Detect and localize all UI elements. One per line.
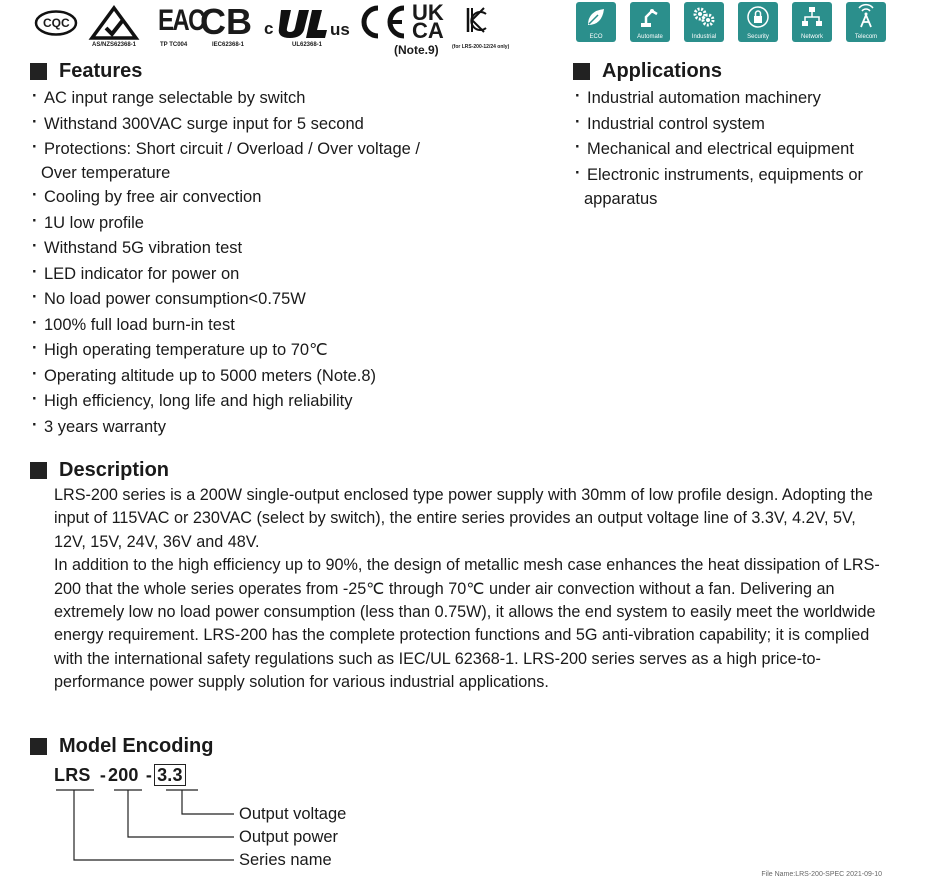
description-paragraph-1: LRS-200 series is a 200W single-output enclosed type power supply with 30mm of low profile design. Adopting the input of 115VAC or 230VAC (select by switch), the entire series provides an output voltage line of 3.3V, 4.2V, 5V, 12V, 15V, 24V, 36V and 48V. (54, 486, 873, 551)
model-power-code: 200 (108, 765, 139, 785)
description-paragraph-2: In addition to the high efficiency up to 90%, the design of metallic mesh case enhances the heat dissipation of LRS-200 that the whole series operates from -25℃ through 70℃ under air convection without a fan. Delivering an extremely low no load power consumption (less than 0.75W), it allows the end system to easily meet the worldwide energy requirement. LRS-200 has the complete protection functions and 5G anti-vibration capability; it is complied with the international safety regulations such as IEC/UL 62368-1. LRS-200 series serves as a high price-to-performance power supply solution for various industrial applications. (54, 556, 880, 692)
feature-item: · 100% full load burn-in test (30, 313, 420, 339)
feature-item: · AC input range selectable by switch (30, 86, 420, 112)
kc-note: (for LRS-200-12/24 only) (452, 44, 510, 50)
features-list (30, 86, 420, 440)
eac-label: TP TC004 (160, 42, 188, 48)
cb-text: CB (200, 1, 252, 42)
industrial-label: Industrial (691, 34, 717, 40)
feature-item: · Operating altitude up to 5000 meters (Note.8) (30, 364, 420, 390)
model-dash: - (99, 765, 107, 785)
network-label: Network (800, 34, 823, 40)
ce-mark (354, 4, 410, 45)
telecom-app-icon (846, 2, 886, 42)
feature-item: · High operating temperature up to 70℃ (30, 338, 420, 364)
features-heading (30, 60, 142, 83)
model-encoding-heading (30, 735, 213, 758)
heading-square-icon (30, 462, 47, 479)
ccc-text: CQC (43, 16, 70, 30)
ce-logo-icon (354, 4, 410, 40)
feature-item (30, 137, 420, 185)
model-dash: - (145, 765, 153, 785)
leaf-icon (584, 5, 608, 29)
footer-file-name: File Name:LRS-200-SPEC 2021-09-10 (761, 871, 882, 878)
description-heading (30, 459, 169, 482)
kc-logo-icon (464, 6, 490, 36)
encoding-label-power: Output power (239, 828, 339, 846)
ukca-note: (Note.9) (394, 43, 439, 57)
security-label: Security (747, 34, 769, 40)
ccc-mark (34, 10, 78, 41)
automate-label: Automate (637, 34, 663, 40)
feature-item-continuation: Over temperature (41, 164, 171, 182)
gears-icon (692, 5, 716, 29)
application-item: · Industrial automation machinery (573, 86, 863, 112)
model-encoding-diagram (54, 765, 374, 871)
rcm-mark (90, 6, 138, 48)
application-item: · Mechanical and electrical equipment (573, 137, 863, 163)
feature-item: · 3 years warranty (30, 415, 420, 441)
network-app-icon (792, 2, 832, 42)
application-item-continuation: apparatus (584, 189, 658, 208)
rcm-triangle-icon (90, 6, 138, 40)
cb-label: IEC62368-1 (212, 42, 245, 48)
antenna-icon (854, 5, 878, 29)
description-title: Description (59, 459, 170, 481)
applications-list (573, 86, 863, 211)
encoding-label-voltage: Output voltage (239, 805, 347, 823)
feature-item-text: Protections: Short circuit / Overload / Over voltage / (44, 140, 420, 158)
applications-title: Applications (602, 60, 723, 82)
eac-text: EAC (158, 4, 204, 37)
ul-logo-icon (275, 6, 329, 40)
model-encoding-title: Model Encoding (59, 735, 214, 757)
ul-c-text: c (264, 19, 274, 38)
application-item (573, 163, 863, 211)
heading-square-icon (30, 63, 47, 80)
encoding-label-series: Series name (239, 851, 332, 869)
model-series-code: LRS (54, 765, 91, 785)
feature-item: · LED indicator for power on (30, 262, 420, 288)
feature-item: · Withstand 5G vibration test (30, 236, 420, 262)
model-voltage-code: 3.3 (154, 764, 186, 786)
lock-icon (746, 5, 770, 29)
application-item: · Industrial control system (573, 112, 863, 138)
heading-square-icon (30, 738, 47, 755)
industrial-app-icon (684, 2, 724, 42)
feature-item: · Withstand 300VAC surge input for 5 second (30, 112, 420, 138)
features-title: Features (59, 60, 143, 82)
ukca-bottom-text: CA (412, 18, 444, 43)
applications-heading (573, 60, 722, 83)
eco-label: ECO (589, 34, 603, 40)
ul-us-text: us (330, 20, 350, 39)
automate-app-icon (630, 2, 670, 42)
feature-item: · Cooling by free air convection (30, 185, 420, 211)
security-app-icon (738, 2, 778, 42)
robot-arm-icon (638, 5, 662, 29)
feature-item: · No load power consumption<0.75W (30, 287, 420, 313)
rcm-label: AS/NZS62368-1 (92, 42, 137, 48)
description-body (54, 484, 890, 695)
certification-marks (34, 0, 534, 57)
ukca-top-text: UK (412, 0, 444, 25)
feature-item: · 1U low profile (30, 211, 420, 237)
feature-item: · High efficiency, long life and high reliability (30, 389, 420, 415)
ul-label: UL62368-1 (292, 42, 323, 48)
heading-square-icon (573, 63, 590, 80)
eco-app-icon (576, 2, 616, 42)
network-icon (800, 5, 824, 29)
telecom-label: Telecom (854, 34, 878, 40)
application-item-text: Electronic instruments, equipments or (587, 165, 864, 184)
kc-mark (452, 6, 510, 50)
